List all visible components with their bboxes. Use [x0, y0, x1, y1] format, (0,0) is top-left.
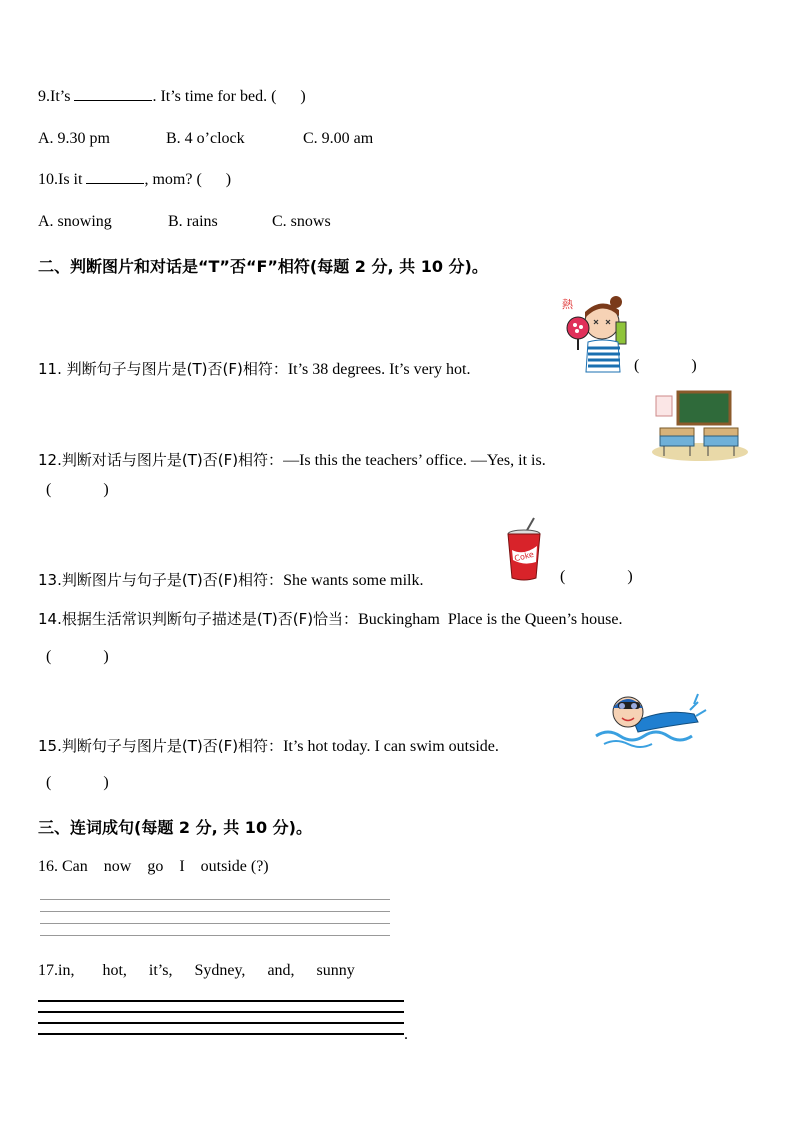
q9-close: ) [300, 88, 306, 105]
question-16: 16. Can now go I outside (?) [38, 858, 269, 875]
q9-blank[interactable] [74, 100, 152, 101]
q15-instruction: 15.判断句子与图片是(T)否(F)相符： [38, 737, 284, 755]
question-11 [38, 358, 470, 379]
q17-word-6: sunny [316, 962, 355, 979]
q11-answer-paren[interactable]: ( ) [634, 357, 697, 374]
q9-option-b[interactable]: B. 4 o’clock [166, 130, 245, 147]
q17-word-2: hot, [102, 962, 127, 979]
q17-word-4: Sydney, [194, 962, 246, 979]
q17-word-3: it’s, [148, 962, 173, 979]
q17-writing-line-3[interactable] [38, 1022, 404, 1024]
coke-cup-image [504, 516, 544, 582]
question-13 [38, 569, 424, 590]
section-3-title: 三、连词成句(每题 2 分, 共 10 分)。 [38, 818, 312, 837]
q17-word-1: 17.in, [38, 962, 75, 979]
q12-answer-paren[interactable]: ( ) [46, 481, 109, 498]
q9-option-a[interactable]: A. 9.30 pm [38, 130, 110, 147]
question-9 [38, 88, 306, 106]
q10-blank[interactable] [86, 183, 144, 184]
question-12 [38, 449, 546, 470]
q16-writing-line-3[interactable] [40, 923, 390, 924]
q10-option-b[interactable]: B. rains [168, 213, 218, 230]
q9-suffix: . It’s time for bed. ( [152, 88, 277, 105]
q13-sentence: She wants some milk. [283, 572, 424, 589]
q17-word-5: and, [267, 962, 295, 979]
swimming-boy-image [594, 686, 712, 750]
q12-instruction: 12.判断对话与图片是(T)否(F)相符： [38, 451, 284, 469]
q9-prefix: 9.It’s [38, 88, 75, 105]
q14-sentence: Buckingham Place is the Queen’s house. [358, 611, 623, 628]
q10-prefix: 10.Is it [38, 171, 87, 188]
hot-sign-text: 熱 [562, 298, 573, 311]
q16-writing-line-2[interactable] [40, 911, 390, 912]
classroom-image [650, 388, 750, 462]
q16-writing-line-1[interactable] [40, 899, 390, 900]
q17-writing-line-4[interactable] [38, 1033, 404, 1035]
question-15 [38, 735, 499, 756]
q10-option-a[interactable]: A. snowing [38, 213, 112, 230]
q12-sentence: —Is this the teachers’ office. —Yes, it is. [283, 452, 546, 469]
question-14 [38, 608, 622, 629]
question-10 [38, 171, 231, 189]
q17-writing-line-2[interactable] [38, 1011, 404, 1013]
q13-answer-paren[interactable]: ( ) [560, 568, 633, 585]
q14-answer-paren[interactable]: ( ) [46, 648, 109, 665]
section-2-title: 二、判断图片和对话是“T”否“F”相符(每题 2 分, 共 10 分)。 [38, 257, 488, 276]
q15-sentence: It’s hot today. I can swim outside. [283, 738, 499, 755]
q16-writing-line-4[interactable] [40, 935, 390, 936]
question-17 [38, 962, 355, 980]
hot-girl-image [558, 292, 630, 374]
q11-sentence: It’s 38 degrees. It’s very hot. [287, 361, 471, 378]
q13-instruction: 13.判断图片与句子是(T)否(F)相符： [38, 571, 284, 589]
q10-close: ) [225, 171, 232, 188]
q10-option-c[interactable]: C. snows [272, 213, 331, 230]
q17-end-period: . [404, 1026, 408, 1043]
q15-answer-paren[interactable]: ( ) [46, 774, 109, 791]
q14-instruction: 14.根据生活常识判断句子描述是(T)否(F)恰当： [38, 610, 359, 628]
q17-writing-line-1[interactable] [38, 1000, 404, 1002]
q10-suffix: , mom? ( [144, 171, 202, 188]
q9-option-c[interactable]: C. 9.00 am [303, 130, 374, 147]
q11-instruction: 11. 判断句子与图片是(T)否(F)相符： [38, 360, 288, 378]
cup-label: Coke [513, 549, 535, 564]
